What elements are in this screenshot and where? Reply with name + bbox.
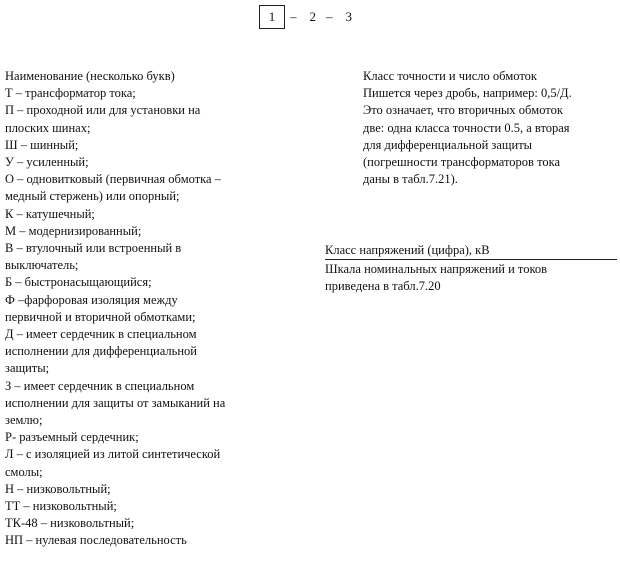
note-line: Пишется через дробь, например: 0,5/Д. — [363, 86, 572, 101]
list-item: Т – трансформатор тока; — [5, 86, 136, 101]
name-letters-list — [5, 68, 275, 550]
list-item: З – имеет сердечник в специальном — [5, 378, 195, 393]
code-digit-2: 2 — [309, 9, 316, 24]
note-line: Шкала номинальных напряжений и токов — [325, 262, 548, 277]
note-line: две: одна класса точности 0.5, а вторая — [363, 120, 570, 135]
accuracy-class-heading: Класс точности и число обмоток — [363, 69, 537, 83]
list-item: Д – имеет сердечник в специальном — [5, 327, 197, 342]
list-item: исполнении для дифференциальной — [5, 344, 197, 359]
list-item: НП – нулевая последовательность — [5, 533, 187, 548]
list-item: К – катушечный; — [5, 206, 95, 221]
code-digit-1: 1 — [259, 5, 285, 29]
list-item: Н – низковольтный; — [5, 481, 111, 496]
list-item: медный стержень) или опорный; — [5, 189, 180, 204]
list-item: Л – с изоляцией из литой синтетической — [5, 447, 221, 462]
list-item: исполнении для защиты от замыканий на — [5, 395, 226, 410]
list-item: Ф –фарфоровая изоляция между — [5, 292, 178, 307]
list-item: первичной и вторичной обмотками; — [5, 309, 196, 324]
code-separator: – — [290, 9, 297, 24]
note-line: приведена в табл.7.20 — [325, 279, 441, 294]
list-item: В – втулочный или встроенный в — [5, 241, 182, 256]
note-line: для дифференциальной защиты — [363, 137, 533, 152]
code-digit-3: 3 — [345, 9, 352, 24]
list-item: М – модернизированный; — [5, 223, 142, 238]
list-item: плоских шинах; — [5, 120, 91, 135]
code-separator: – — [326, 9, 333, 24]
list-item: П – проходной или для установки на — [5, 103, 201, 118]
list-item: О – одновитковый (первичная обмотка – — [5, 172, 221, 187]
list-item: У – усиленный; — [5, 155, 89, 170]
voltage-class-note — [325, 242, 617, 296]
list-item: Б – быстронасыщающийся; — [5, 275, 152, 290]
list-item: Ш – шинный; — [5, 137, 79, 152]
voltage-class-heading: Класс напряжений (цифра), кВ — [325, 243, 490, 257]
note-line: даны в табл.7.21). — [363, 172, 458, 187]
list-item: землю; — [5, 413, 43, 428]
list-item: защиты; — [5, 361, 50, 376]
list-item: Р- разъемный сердечник; — [5, 430, 139, 445]
list-item: ТК-48 – низковольтный; — [5, 516, 135, 531]
accuracy-class-note — [363, 68, 615, 188]
note-line: Это означает, что вторичных обмоток — [363, 103, 563, 118]
divider-line — [325, 259, 617, 260]
list-item: выключатель; — [5, 258, 79, 273]
list-item: ТТ – низковольтный; — [5, 499, 117, 514]
list-item: смолы; — [5, 464, 43, 479]
list-heading: Наименование (несколько букв) — [5, 69, 175, 83]
designation-code — [259, 4, 357, 30]
note-line: (погрешности трансформаторов тока — [363, 155, 561, 170]
